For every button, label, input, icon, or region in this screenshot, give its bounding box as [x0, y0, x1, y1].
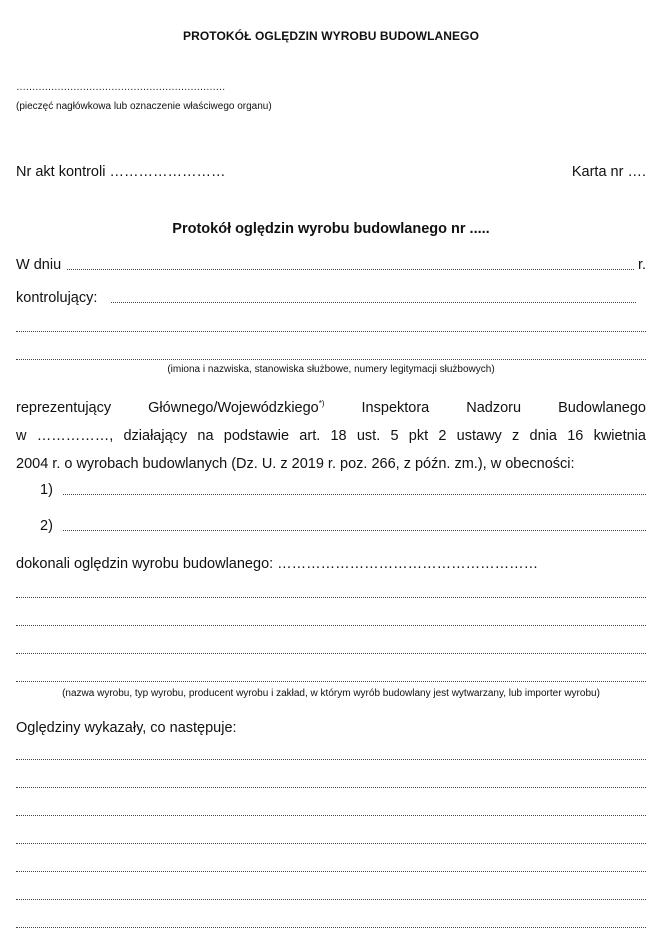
presence-item-1[interactable] — [40, 482, 646, 498]
findings-line-4[interactable] — [16, 843, 646, 844]
date-fill-line[interactable] — [67, 269, 634, 270]
rep-word: Inspektora — [361, 400, 430, 416]
product-caption: (nazwa wyrobu, typ wyrobu, producent wyrobu i zakład, w którym wyrób budowlany jest wytwarzany, lub importer wyrobu) — [62, 688, 600, 699]
rep-word: na — [197, 428, 214, 444]
findings-label: Oględziny wykazały, co następuje: — [16, 720, 237, 736]
card-number-field[interactable]: Karta nr …. — [571, 164, 646, 180]
presence-number: 2) — [40, 518, 53, 534]
rep-word: reprezentujący — [16, 400, 112, 416]
product-line-4[interactable] — [16, 653, 646, 654]
findings-line-5[interactable] — [16, 871, 646, 872]
representation-line-3: 2004 r. o wyrobach budowlanych (Dz. U. z 2019 r. poz. 266, z późn. zm.), w obecności: — [16, 456, 575, 472]
rep-word: Nadzoru — [466, 400, 522, 416]
stamp-dots: ………………………………………………………… — [16, 82, 225, 93]
presence-fill-line-1[interactable] — [63, 494, 646, 495]
protocol-subtitle: Protokół oględzin wyrobu budowlanego nr ..... — [172, 221, 490, 237]
date-label: W dniu — [16, 257, 62, 273]
rep-word: w — [16, 428, 27, 444]
rep-word: art. — [299, 428, 321, 444]
rep-word: 2 — [438, 428, 447, 444]
rep-word: ustawy — [456, 428, 502, 444]
representation-paragraph — [16, 394, 646, 478]
rep-word: 18 — [330, 428, 347, 444]
footnote-mark: *) — [318, 399, 325, 409]
rep-word: Budowlanego — [558, 400, 646, 416]
product-field[interactable]: dokonali oględzin wyrobu budowlanego: ……………………………………………… — [16, 556, 539, 572]
controllers-field[interactable] — [16, 290, 640, 306]
controllers-line-2[interactable] — [16, 331, 646, 332]
product-line-2[interactable] — [16, 597, 646, 598]
act-number-field[interactable]: Nr akt kontroli …………………… — [16, 164, 226, 180]
rep-word-authority: Głównego/Wojewódzkiego*) — [148, 399, 325, 416]
product-line-3[interactable] — [16, 625, 646, 626]
controllers-caption: (imiona i nazwiska, stanowiska służbowe, numery legitymacji służbowych) — [167, 364, 495, 375]
rep-word: z — [512, 428, 520, 444]
controllers-fill-line[interactable] — [111, 302, 636, 303]
findings-line-6[interactable] — [16, 899, 646, 900]
findings-line-1[interactable] — [16, 759, 646, 760]
rep-word: działający — [123, 428, 188, 444]
controllers-label: kontrolujący: — [16, 290, 98, 306]
controllers-line-3[interactable] — [16, 359, 646, 360]
rep-word: dnia — [529, 428, 557, 444]
rep-word: 16 — [567, 428, 584, 444]
date-field[interactable] — [16, 257, 646, 273]
presence-number: 1) — [40, 482, 53, 498]
rep-word: podstawie — [223, 428, 290, 444]
rep-word: kwietnia — [593, 428, 646, 444]
findings-line-2[interactable] — [16, 787, 646, 788]
findings-line-7[interactable] — [16, 927, 646, 928]
representation-line-2 — [16, 422, 646, 450]
date-suffix: r. — [637, 257, 646, 273]
presence-fill-line-2[interactable] — [63, 530, 646, 531]
findings-line-3[interactable] — [16, 815, 646, 816]
representation-line-1 — [16, 394, 646, 422]
rep-word-location-fill[interactable]: ……………, — [36, 428, 114, 444]
stamp-caption: (pieczęć nagłówkowa lub oznaczenie właściwego organu) — [16, 101, 272, 112]
rep-word: 5 — [390, 428, 399, 444]
product-line-5[interactable] — [16, 681, 646, 682]
rep-word: ust. — [356, 428, 381, 444]
rep-word: pkt — [408, 428, 429, 444]
presence-item-2[interactable] — [40, 518, 646, 534]
document-title: PROTOKÓŁ OGLĘDZIN WYROBU BUDOWLANEGO — [182, 29, 480, 43]
